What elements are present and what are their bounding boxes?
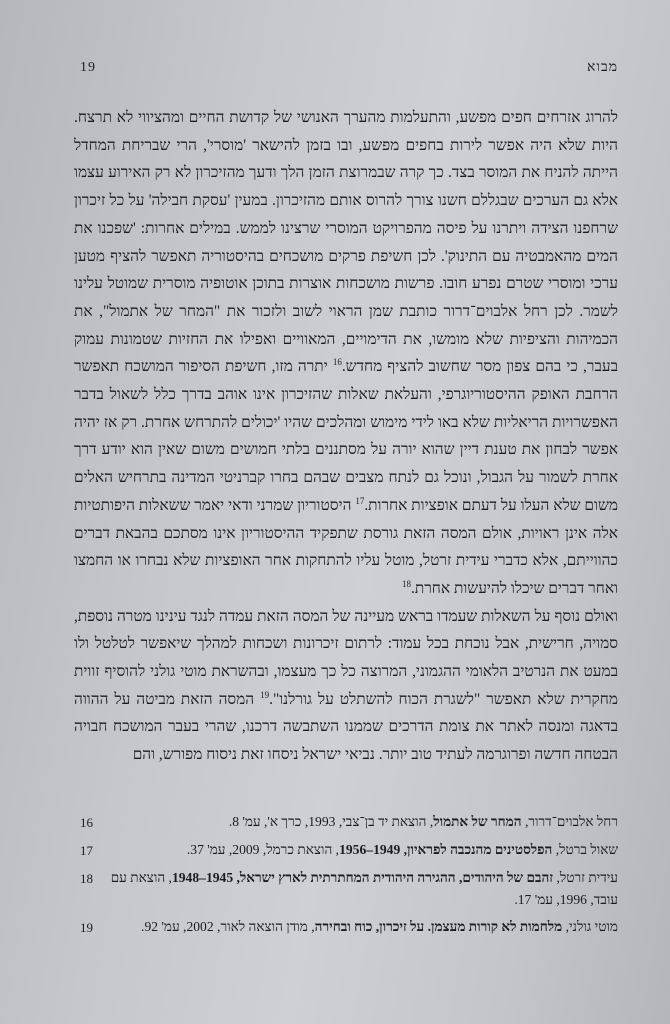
paragraph-1-text: להרוג אזרחים חפים מפשע, והתעלמות מהערך האנושי של קדושת החיים ומהציווי לא תרצח. היות שלא היה אפשר לירות בחפים מפשע, ובו בזמן להישאר 'מוסרי', הרי שבריחת המחדל הייתה להניח את המוסר בצד. כך קרה שבמרוצת הזמן הלך ודעך מהזיכרון לא רק האירוע עצמו אלא גם הערכים שבגללם חשנו צורך להרוס אותם מהזיכרון. במעין 'עסקת חבילה' על כל זיכרון שרחפנו הצידה ויתרנו על פיסה מהפרויקט המוסרי שרצינו לממש. במילים אחרות: 'שפכנו את המים מהאמבטיה עם התינוק'. לכן חשיפת פרקים מושכחים בהיסטוריה תאפשר להציף מטען ערכי ומוסרי שטרם נפרע חובו. פרשות מושכחות אוצרות בתוכן אוטופיה מוסרית שמוטל עלינו לשמר. לכן רחל אלבוים־דרור כותבת שמן הראוי לשוב ולזכור את "המחר של אתמול", את הכמיהות והציפיות שלא מומשו, את הדימויים, המאוויים ואפילו את החזיות שטמונות עמוק בעבר, כי בהם צפון מסר שחשוב להציף מחדש. [74, 109, 618, 376]
footnote-author: מוטי גולני, [562, 919, 618, 934]
footnote-ref-16: 16 [332, 357, 342, 368]
footnote-text [110, 867, 618, 911]
footnote-author: שאול ברטל, [552, 842, 618, 857]
footnote-details: , הוצאת יד בן־צבי, 1993, כרך א', עמ' 8. [228, 814, 434, 829]
page-header [80, 60, 618, 76]
footnote-text [110, 811, 618, 834]
footnote-text [110, 839, 618, 862]
footnote-19 [80, 916, 618, 939]
footnote-book-title: זהבם של היהודים, ההגירה היהודית המחתרתית לארץ ישראל, 1945–1948 [171, 870, 554, 885]
footnotes [80, 811, 618, 944]
footnote-author: עידית זרטל, [553, 870, 618, 885]
footnote-author: רחל אלבוים־דרור, [521, 814, 618, 829]
paragraph-2-text: המסה הזאת מביטה על ההווה בדאגה ומנסה לאתר את צומת הדרכים שממנו השתבשה דרכנו, שהרי בעבר המושכח חבויה הבטחה חדשה ופרוגרמה לעתיד טוב יותר. נביאי ישראל ניסחו זאת ניסוח מפורש, והם [74, 690, 618, 764]
footnote-details: , הוצאת עם עובד, 1996, עמ' 17. [110, 870, 618, 907]
paragraph-1 [74, 104, 618, 603]
footnote-text [110, 916, 618, 939]
footnote-ref-18: 18 [402, 578, 411, 589]
paragraph-2 [74, 603, 618, 769]
paragraph-2-text: ואולם נוסף על השאלות שעמדו בראש מעיינה של המסה הזאת עמדה לנגד עינינו מטרה נוספת, סמויה, חרישית, אבל נוכחת בכל עמוד: לרתום זיכרונות ושכחות למהלך שיאפשר לטלטל ולו במעט את הנרטיב הלאומי ההגמוני, המרוצה כל כך מעצמו, ובהשראת מוטי גולני להוסיף זווית מחקרית שלא תאפשר "לשגרת הכוח להשתלט על גורלנו". [74, 607, 619, 708]
footnote-18 [80, 867, 618, 911]
footnote-ref-19: 19 [260, 689, 270, 700]
footnote-16 [80, 811, 618, 834]
running-title: מבוא [586, 60, 618, 75]
footnote-17 [80, 839, 618, 862]
paragraph-1-text: יתרה מזו, חשיפת הסיפור המושכח תאפשר הרחבת האופק ההיסטוריוגרפי, והעלאת שאלות שהזיכרון אינו אוהב בדרך כלל לשאול בדבר האפשרויות הריאליות שלא באו לידי מימוש ומהלכים שהיו 'יכולים להתרחש אחרת. רק אז יהיה אפשר לבחון את טענת דיין שהוא יורה על מסתננים בלתי חמושים משום שאין הוא יודע דרך אחרת לשמור על הגבול, ונוכל גם לנתח מצבים שבהם בחרו קברניטי המדינה בתרחיש האלים משום שלא העלו על דעתם אופציות אחרות. [74, 358, 618, 514]
footnote-details: , מודן הוצאה לאור, 2002, עמ' 92. [141, 919, 315, 934]
footnote-details: , הוצאת כרמל, 2009, עמ' 37. [186, 842, 340, 857]
footnote-number: 16 [80, 815, 93, 830]
footnote-book-title: מלחמות לא קורות מעצמן. על זיכרון, כוח ובחירה [314, 919, 563, 934]
footnote-book-title: הפלסטינים מהנכבה לפראיון, 1949–1956 [339, 842, 553, 857]
footnote-number: 17 [80, 843, 93, 858]
footnote-ref-17: 17 [355, 495, 365, 506]
main-text [74, 104, 618, 769]
footnote-number: 18 [80, 871, 93, 886]
paragraph-1-text: היסטוריון שמרני ודאי יאמר ששאלות היפותטיות אלה אינן ראויות, אולם המסה הזאת גורסת שתפקיד ההיסטוריון אינו מסתכם בהבאת דברים כהווייתם, אלא כדברי עידית זרטל, מוטל עליו להתחקות אחר האופציות שלא נבחרו או החמצו ואחר דברים שיכלו להיעשות אחרת. [74, 496, 618, 597]
page-number: 19 [80, 60, 96, 75]
footnote-book-title: המחר של אתמול [433, 814, 522, 829]
footnote-number: 19 [80, 920, 93, 935]
